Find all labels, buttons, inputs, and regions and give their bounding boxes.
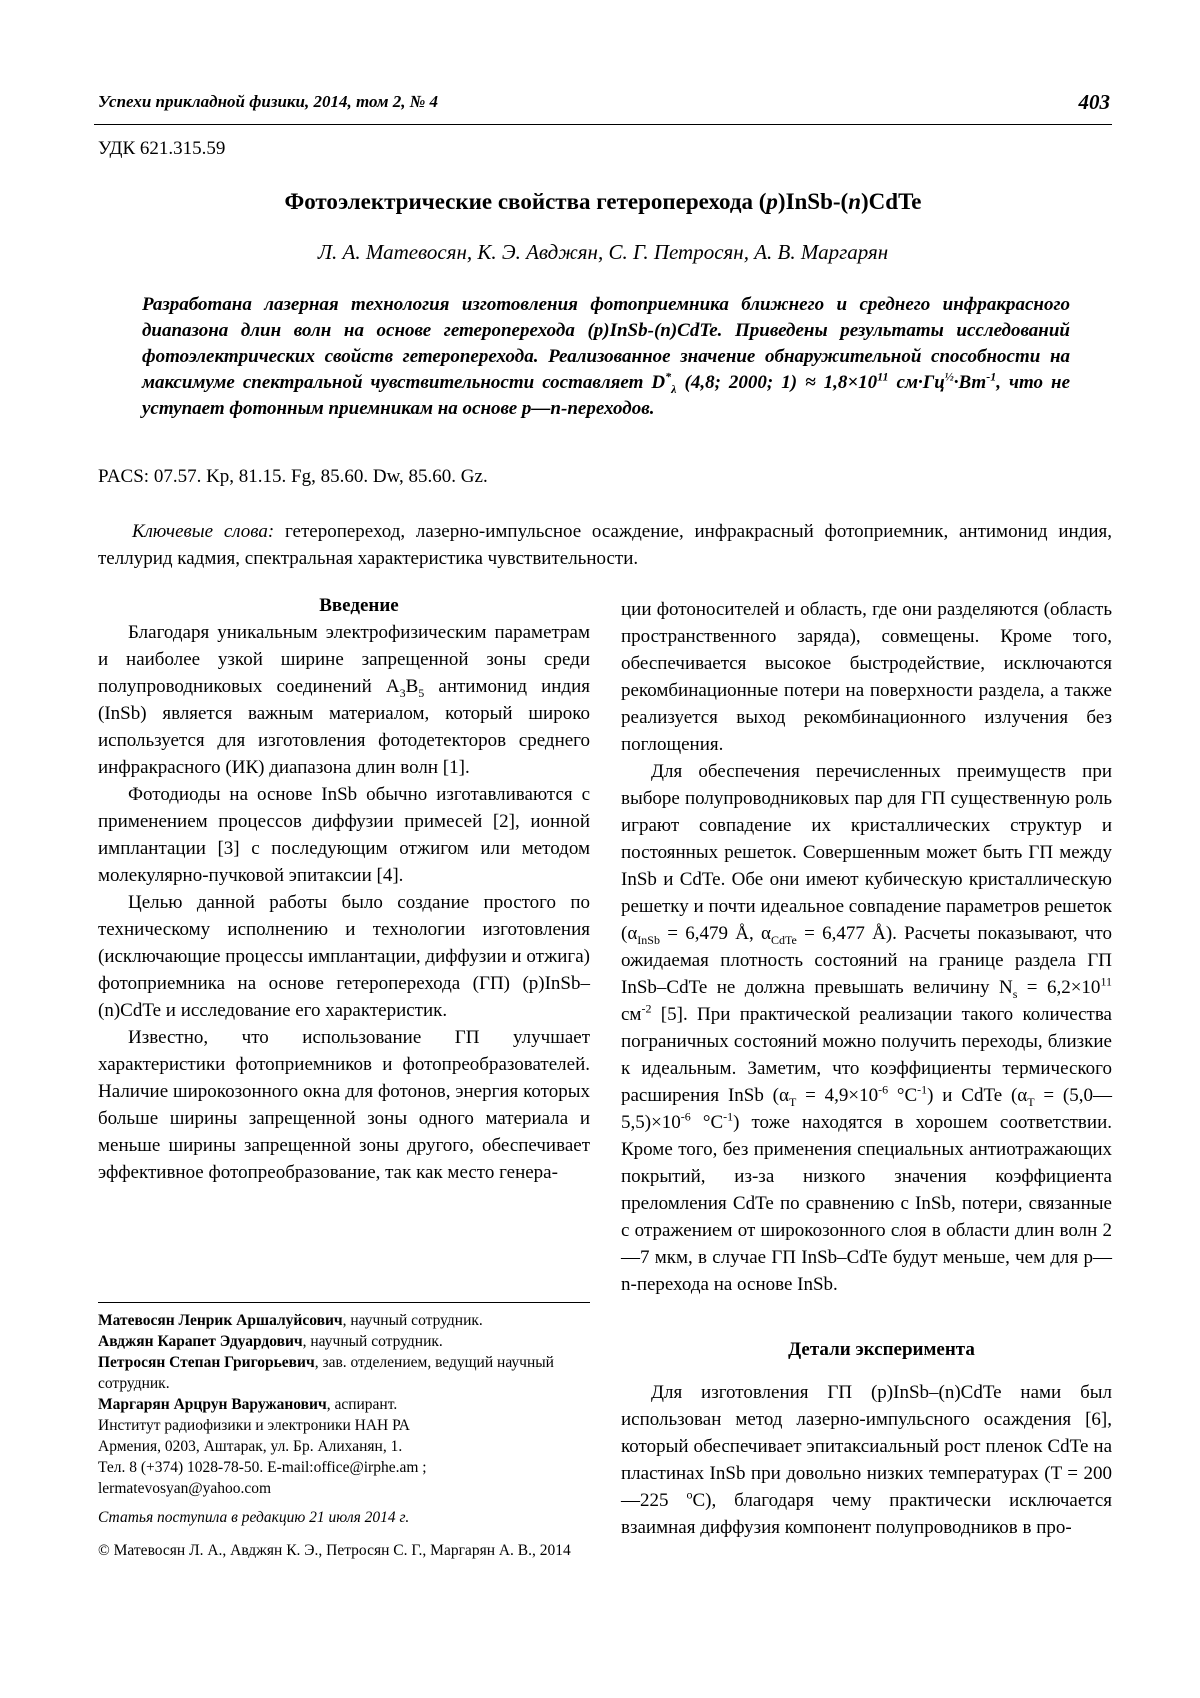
paragraph: Известно, что использование ГП улучшает характеристики фотоприемников и фотопреобразователей. Наличие широкозонного окна для фотонов, энергия которых больше ширины запрещенной зоны одного материала и меньше ширины запрещенной зоны другого, обеспечивает эффективное фотопреобразование, так как место генера- <box>98 1027 590 1183</box>
paragraph: ции фотоносителей и область, где они разделяются (область пространственного заряда), совмещены. Кроме того, обеспечивается высокое быстродействие, исключаются рекомбинационные потери на поверхности раздела, а также реализуется выход рекомбинационного излучения без поглощения. <box>621 599 1112 755</box>
footnote-author: Петросян Степан Григорьевич, зав. отделением, ведущий научный сотрудник. <box>98 1354 554 1392</box>
header-rule <box>94 124 1112 125</box>
footnote-contacts: Тел. 8 (+374) 1028-78-50. E-mail:office@irphe.am ; <box>98 1459 427 1476</box>
udk-code: УДК 621.315.59 <box>98 138 226 159</box>
article-authors: Л. А. Матевосян, К. Э. Авджян, С. Г. Петросян, А. В. Маргарян <box>317 240 889 264</box>
footnote-email[interactable]: lermatevosyan@yahoo.com <box>98 1480 272 1497</box>
received-date: Статья поступила в редакцию 21 июля 2014 г. <box>98 1509 410 1526</box>
footnote-address: Армения, 0203, Аштарак, ул. Бр. Алиханян, 1. <box>98 1438 403 1455</box>
footnote-author: Маргарян Арцрун Варужанович, аспирант. <box>98 1396 398 1413</box>
abstract: Разработана лазерная технология изготовления фотоприемника ближнего и среднего инфракрасного диапазона длин волн на основе гетероперехода (p)InSb-(n)CdTe. Приведены результаты исследований фотоэлектрических свойств гетероперехода. Реализованное значение обнаружительной способности на максимуме спектральной чувствительности составляет $D^*_\lambda$ (4,8; 2000; $1) \approx 1,8\times 10^{11}$ $см\cdot Гц^{\frac{1}{2}}\cdot Вт^{-1}$, что не уступает фотонным приемникам на основе p—n-переходов. <box>142 294 1071 419</box>
paragraph: Фотодиоды на основе InSb обычно изготавливаются с применением процессов диффузии примесей [2], ионной имплантации [3] с последующим отжигом или методом молекулярно-пучковой эпитаксии [4]. <box>98 784 590 886</box>
running-head: Успехи прикладной физики, 2014, том 2, № 4 <box>98 92 439 111</box>
paragraph: Благодаря уникальным электрофизическим параметрам и наиболее узкой ширине запрещенной зоны среди полупроводниковых соединений $A_3B_5$ антимонид индия (InSb) является важным материалом, который широко используется для изготовления фотодетекторов среднего инфракрасного (ИК) диапазона длин волн [1]. <box>98 622 590 778</box>
left-column <box>98 592 590 1186</box>
copyright: © Матевосян Л. А., Авджян К. Э., Петросян С. Г., Маргарян А. В., 2014 <box>98 1542 571 1559</box>
page-number: 403 <box>1078 90 1110 114</box>
footnote-author: Авджян Карапет Эдуардович, научный сотрудник. <box>98 1333 443 1350</box>
paragraph: Для изготовления ГП (p)InSb–(n)CdTe нами был использован метод лазерно-импульсного осаждения [6], который обеспечивает эпитаксиальный рост пленок CdTe на пластинах InSb при довольно низких температурах (T = 200—225 $^o$C), благодаря чему практически исключается взаимная диффузия компонент полупроводников в про- <box>621 1382 1112 1538</box>
section-heading-intro: Введение <box>319 595 399 616</box>
section-heading-experiment: Детали эксперимента <box>788 1339 975 1360</box>
pacs-codes: PACS: 07.57. Kp, 81.15. Fg, 85.60. Dw, 85.60. Gz. <box>98 466 488 487</box>
footnote-author: Матевосян Ленрик Аршалуйсович, научный сотрудник. <box>98 1312 483 1329</box>
article-title: Фотоэлектрические свойства гетероперехода (p)InSb-(n)CdTe <box>284 189 922 214</box>
keywords-label: Ключевые слова: <box>132 521 275 542</box>
footnote-institute: Институт радиофизики и электроники НАН РА <box>98 1417 410 1434</box>
keywords: Ключевые слова: гетеропереход, лазерно-импульсное осаждение, инфракрасный фотоприемник, антимонид индия, теллурид кадмия, спектральная характеристика чувствительности. <box>98 521 1112 569</box>
author-footnotes <box>98 1310 594 1561</box>
footnote-rule <box>98 1302 590 1303</box>
right-column <box>621 596 1112 1541</box>
paragraph: Для обеспечения перечисленных преимуществ при выборе полупроводниковых пар для ГП существенную роль играют совпадение их кристаллических структур и постоянных решеток. Совершенным может быть ГП между InSb и CdTe. Обе они имеют кубическую кристаллическую решетку и почти идеальное совпадение параметров решеток ($\alpha_{InSb} = 6,479$ Å, $\alpha_{CdTe} = 6,477$ Å). Расчеты показывают, что ожидаемая плотность состояний на границе раздела ГП InSb–CdTe не должна превышать величину $N_s = 6,2\times 10^{11}$ $см^{-2}$ [5]. При практической реализации такого количества пограничных состояний можно получить переходы, близкие к идеальным. Заметим, что коэффициенты термического расширения InSb ($\alpha_T = 4,9\times 10^{-6}$ $^\circ C^{-1}$) и CdTe ($\alpha_T$ = $(5,0—5,5)\times 10^{-6}$ $^\circ C^{-1}$) тоже находятся в хорошем соответствии. Кроме того, без применения специальных антиотражающих покрытий, из-за низкого значения коэффициента преломления CdTe по сравнению с InSb, потери, связанные с отражением от широкозонного слоя в области длин волн 2—7 мкм, в случае ГП InSb–CdTe будут меньше, чем для p—n-перехода на основе InSb. <box>621 761 1112 1295</box>
paragraph: Целью данной работы было создание простого по техническому исполнению и технологии изготовления (исключающие процессы имплантации, диффузии и отжига) фотоприемника на основе гетероперехода (ГП) (p)InSb–(n)CdTe и исследование его характеристик. <box>98 892 590 1021</box>
